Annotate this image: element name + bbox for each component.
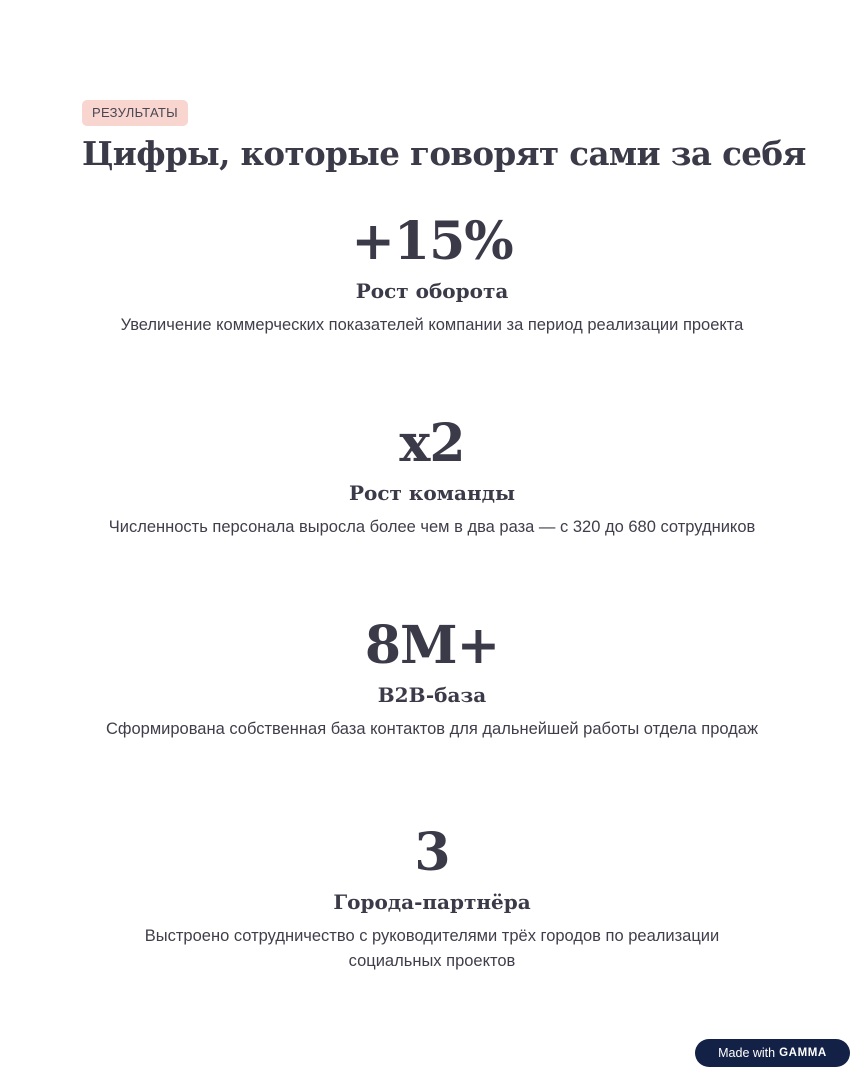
stat-label: Города-партнёра — [333, 890, 531, 914]
stat-label: Рост оборота — [355, 279, 509, 303]
stat-description: Увеличение коммерческих показателей компании за период реализации проекта — [120, 316, 744, 334]
page-title: Цифры, которые говорят сами за себя — [82, 134, 806, 173]
stat-block-b2b-base — [80, 616, 784, 742]
stat-description: Численность персонала выросла более чем в два раза — с 320 до 680 сотрудников — [108, 518, 756, 536]
stat-description: Сформирована собственная база контактов для дальнейшей работы отдела продаж — [105, 720, 759, 738]
badge-prefix: Made with — [718, 1046, 776, 1060]
stat-block-turnover — [80, 212, 784, 338]
stat-description: Выстроено сотрудничество с руководителями трёх городов по реализации социальных проектов — [144, 927, 720, 970]
made-with-gamma-badge[interactable] — [695, 1039, 850, 1067]
section-tag: РЕЗУЛЬТАТЫ — [82, 100, 188, 126]
stat-value: x2 — [399, 413, 465, 474]
stat-block-team — [80, 414, 784, 540]
stat-value: 3 — [414, 822, 450, 883]
stat-block-partner-cities — [80, 823, 784, 974]
stat-label: Рост команды — [348, 481, 516, 505]
stat-value: 8M+ — [364, 615, 500, 676]
stat-value: +15% — [351, 211, 513, 272]
gamma-logo: GAMMA — [779, 1047, 827, 1059]
stat-label: B2B-база — [377, 683, 487, 707]
